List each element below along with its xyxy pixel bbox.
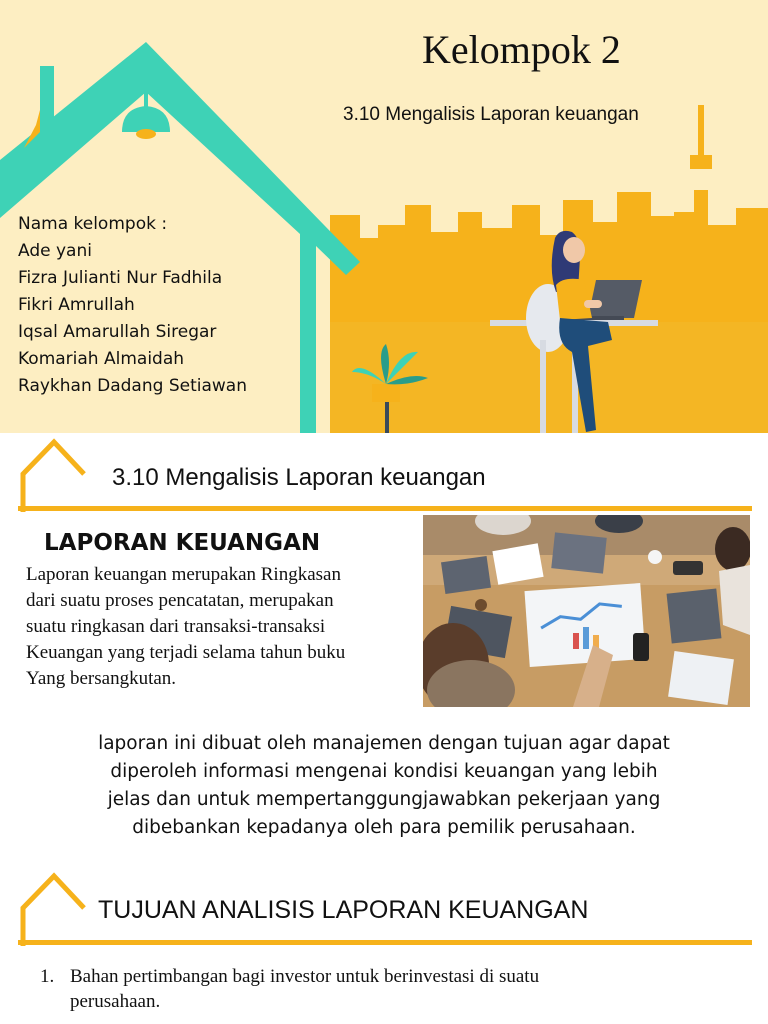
- paragraph-line: jelas dan untuk mempertanggungjawabkan pekerjaan yang: [107, 789, 661, 810]
- member-name: Fizra Julianti Nur Fadhila: [18, 268, 223, 288]
- text-line: Laporan keuangan merupakan Ringkasan: [26, 564, 341, 585]
- laporan-keuangan-heading: LAPORAN KEUANGAN: [44, 530, 321, 556]
- list-item: [40, 964, 740, 1014]
- member-name: Komariah Almaidah: [18, 349, 185, 369]
- member-list: [18, 211, 247, 400]
- house-icon: [18, 436, 88, 514]
- hero-banner: [0, 0, 768, 433]
- page-title: Kelompok 2: [422, 27, 621, 72]
- paragraph-line: dibebankan kepadanya oleh para pemilik perusahaan.: [132, 817, 636, 838]
- member-name: Fikri Amrullah: [18, 295, 135, 315]
- list-item-line: Bahan pertimbangan bagi investor untuk berinvestasi di suatu: [70, 966, 540, 987]
- member-list-label: Nama kelompok :: [18, 214, 168, 234]
- house-icon: [18, 870, 88, 948]
- hero-subtitle: 3.10 Mengalisis Laporan keuangan: [343, 104, 639, 125]
- section-title: TUJUAN ANALISIS LAPORAN KEUANGAN: [98, 896, 589, 924]
- section-divider: [18, 940, 752, 945]
- list-item-line: perusahaan.: [70, 991, 161, 1012]
- tujuan-list: [40, 964, 740, 1014]
- laporan-paragraph: [30, 730, 738, 842]
- laporan-keuangan-text: [26, 562, 416, 692]
- member-name: Iqsal Amarullah Siregar: [18, 322, 217, 342]
- list-item-number: 1.: [40, 966, 55, 987]
- text-line: Yang bersangkutan.: [26, 668, 177, 689]
- paragraph-line: laporan ini dibuat oleh manajemen dengan tujuan agar dapat: [98, 733, 670, 754]
- member-name: Ade yani: [18, 241, 92, 261]
- member-name: Raykhan Dadang Setiawan: [18, 376, 247, 396]
- text-line: suatu ringkasan dari transaksi-transaksi: [26, 616, 326, 637]
- paragraph-line: diperoleh informasi mengenai kondisi keuangan yang lebih: [110, 761, 658, 782]
- section-divider: [18, 506, 752, 511]
- meeting-photo: [423, 515, 750, 707]
- text-line: Keuangan yang terjadi selama tahun buku: [26, 642, 346, 663]
- section-title: 3.10 Mengalisis Laporan keuangan: [112, 464, 486, 491]
- text-line: dari suatu proses pencatatan, merupakan: [26, 590, 334, 611]
